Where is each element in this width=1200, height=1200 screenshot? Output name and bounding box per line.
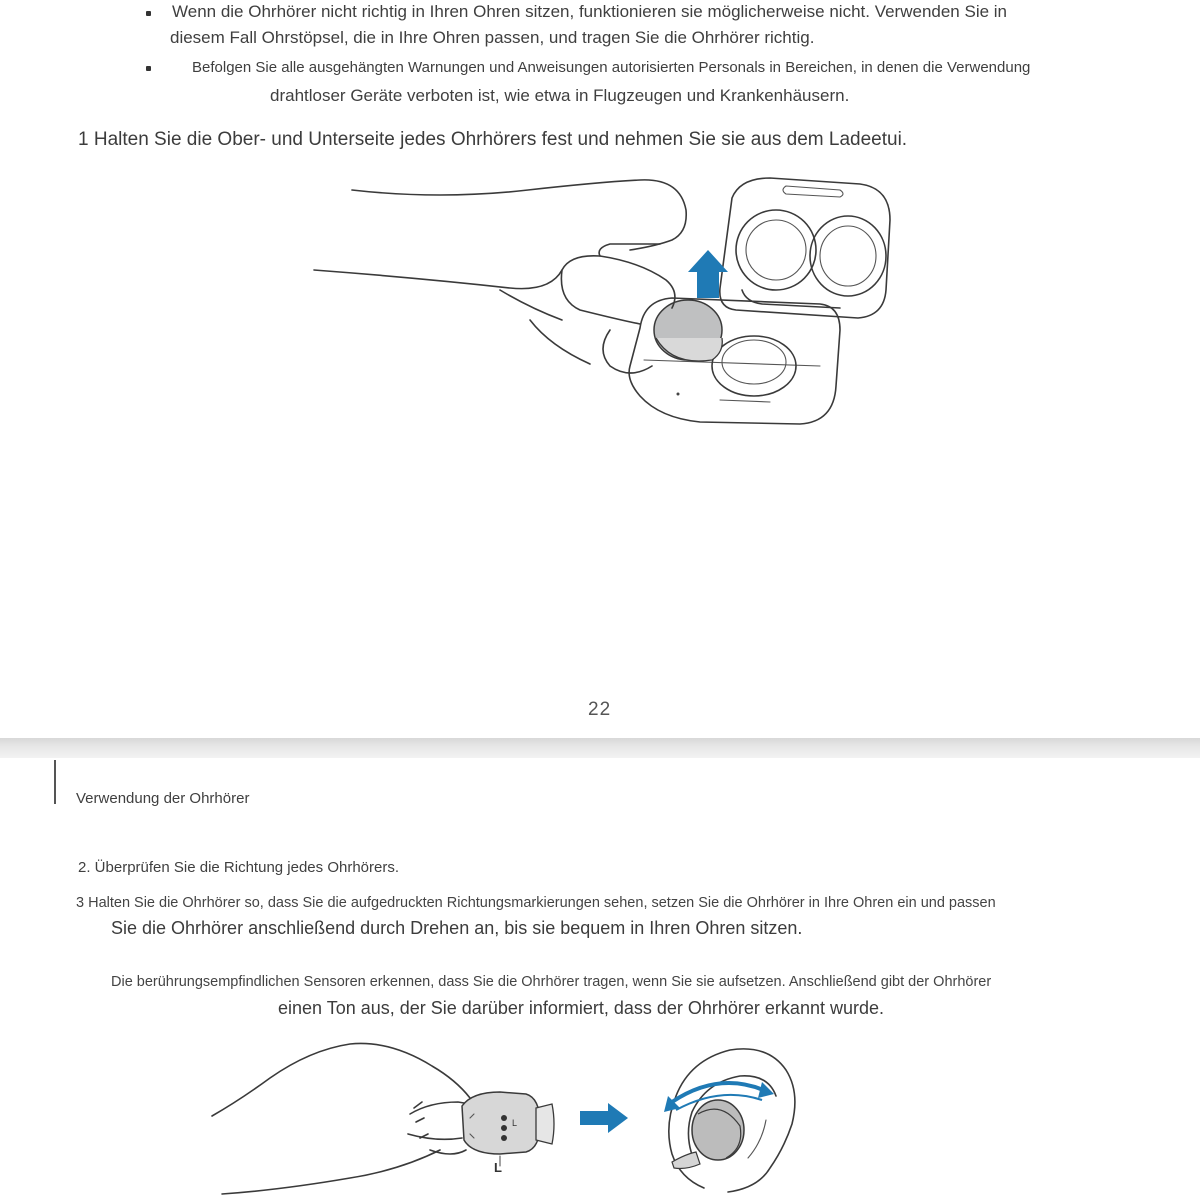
arrow-right-icon [578,1102,630,1134]
section-title: Verwendung der Ohrhörer [76,790,250,807]
hand-holding-earbud-illustration [200,1038,580,1200]
bullet-1-line-2: diesem Fall Ohrstöpsel, die in Ihre Ohren passen, und tragen Sie die Ohrhörer richtig. [170,28,815,47]
earbud-in-ear-illustration [650,1040,800,1200]
hand-removing-earbud-illustration [300,170,900,440]
step-3-line-2: Sie die Ohrhörer anschließend durch Drehen an, bis sie bequem in Ihren Ohren sitzen. [111,918,803,938]
step-2-instruction: 2. Überprüfen Sie die Richtung jedes Ohrhörers. [78,859,400,876]
bullet-marker [146,66,151,71]
bullet-1-line-1: Wenn die Ohrhörer nicht richtig in Ihren Ohren sitzen, funktionieren sie möglicherweise nicht. Verwenden Sie in [172,2,1008,21]
step-1-instruction: 1 Halten Sie die Ober- und Unterseite jedes Ohrhörers fest und nehmen Sie sie aus dem Ladeetui. [78,129,908,150]
page-number: 22 [588,699,612,720]
earbud-marker-label: L [494,1160,502,1175]
bullet-2-line-2: drahtloser Geräte verboten ist, wie etwa in Flugzeugen und Krankenhäusern. [270,86,850,105]
step-3-line-1: 3 Halten Sie die Ohrhörer so, dass Sie die aufgedruckten Richtungsmarkierungen sehen, setzen Sie die Ohrhörer in Ihre Ohren ein und passen [76,895,996,911]
bullet-2-line-1: Befolgen Sie alle ausgehängten Warnungen und Anweisungen autorisierten Personals in Bereichen, in denen die Verwendung [192,59,1031,76]
section-marker-bar [54,760,56,804]
note-line-2: einen Ton aus, der Sie darüber informiert, dass der Ohrhörer erkannt wurde. [278,998,884,1018]
svg-text:L: L [512,1118,518,1128]
bullet-marker [146,11,151,16]
note-line-1: Die berührungsempfindlichen Sensoren erkennen, dass Sie die Ohrhörer tragen, wenn Sie sie aufsetzen. Anschließend gibt der Ohrhörer [111,974,992,990]
page-separator [0,738,1200,758]
